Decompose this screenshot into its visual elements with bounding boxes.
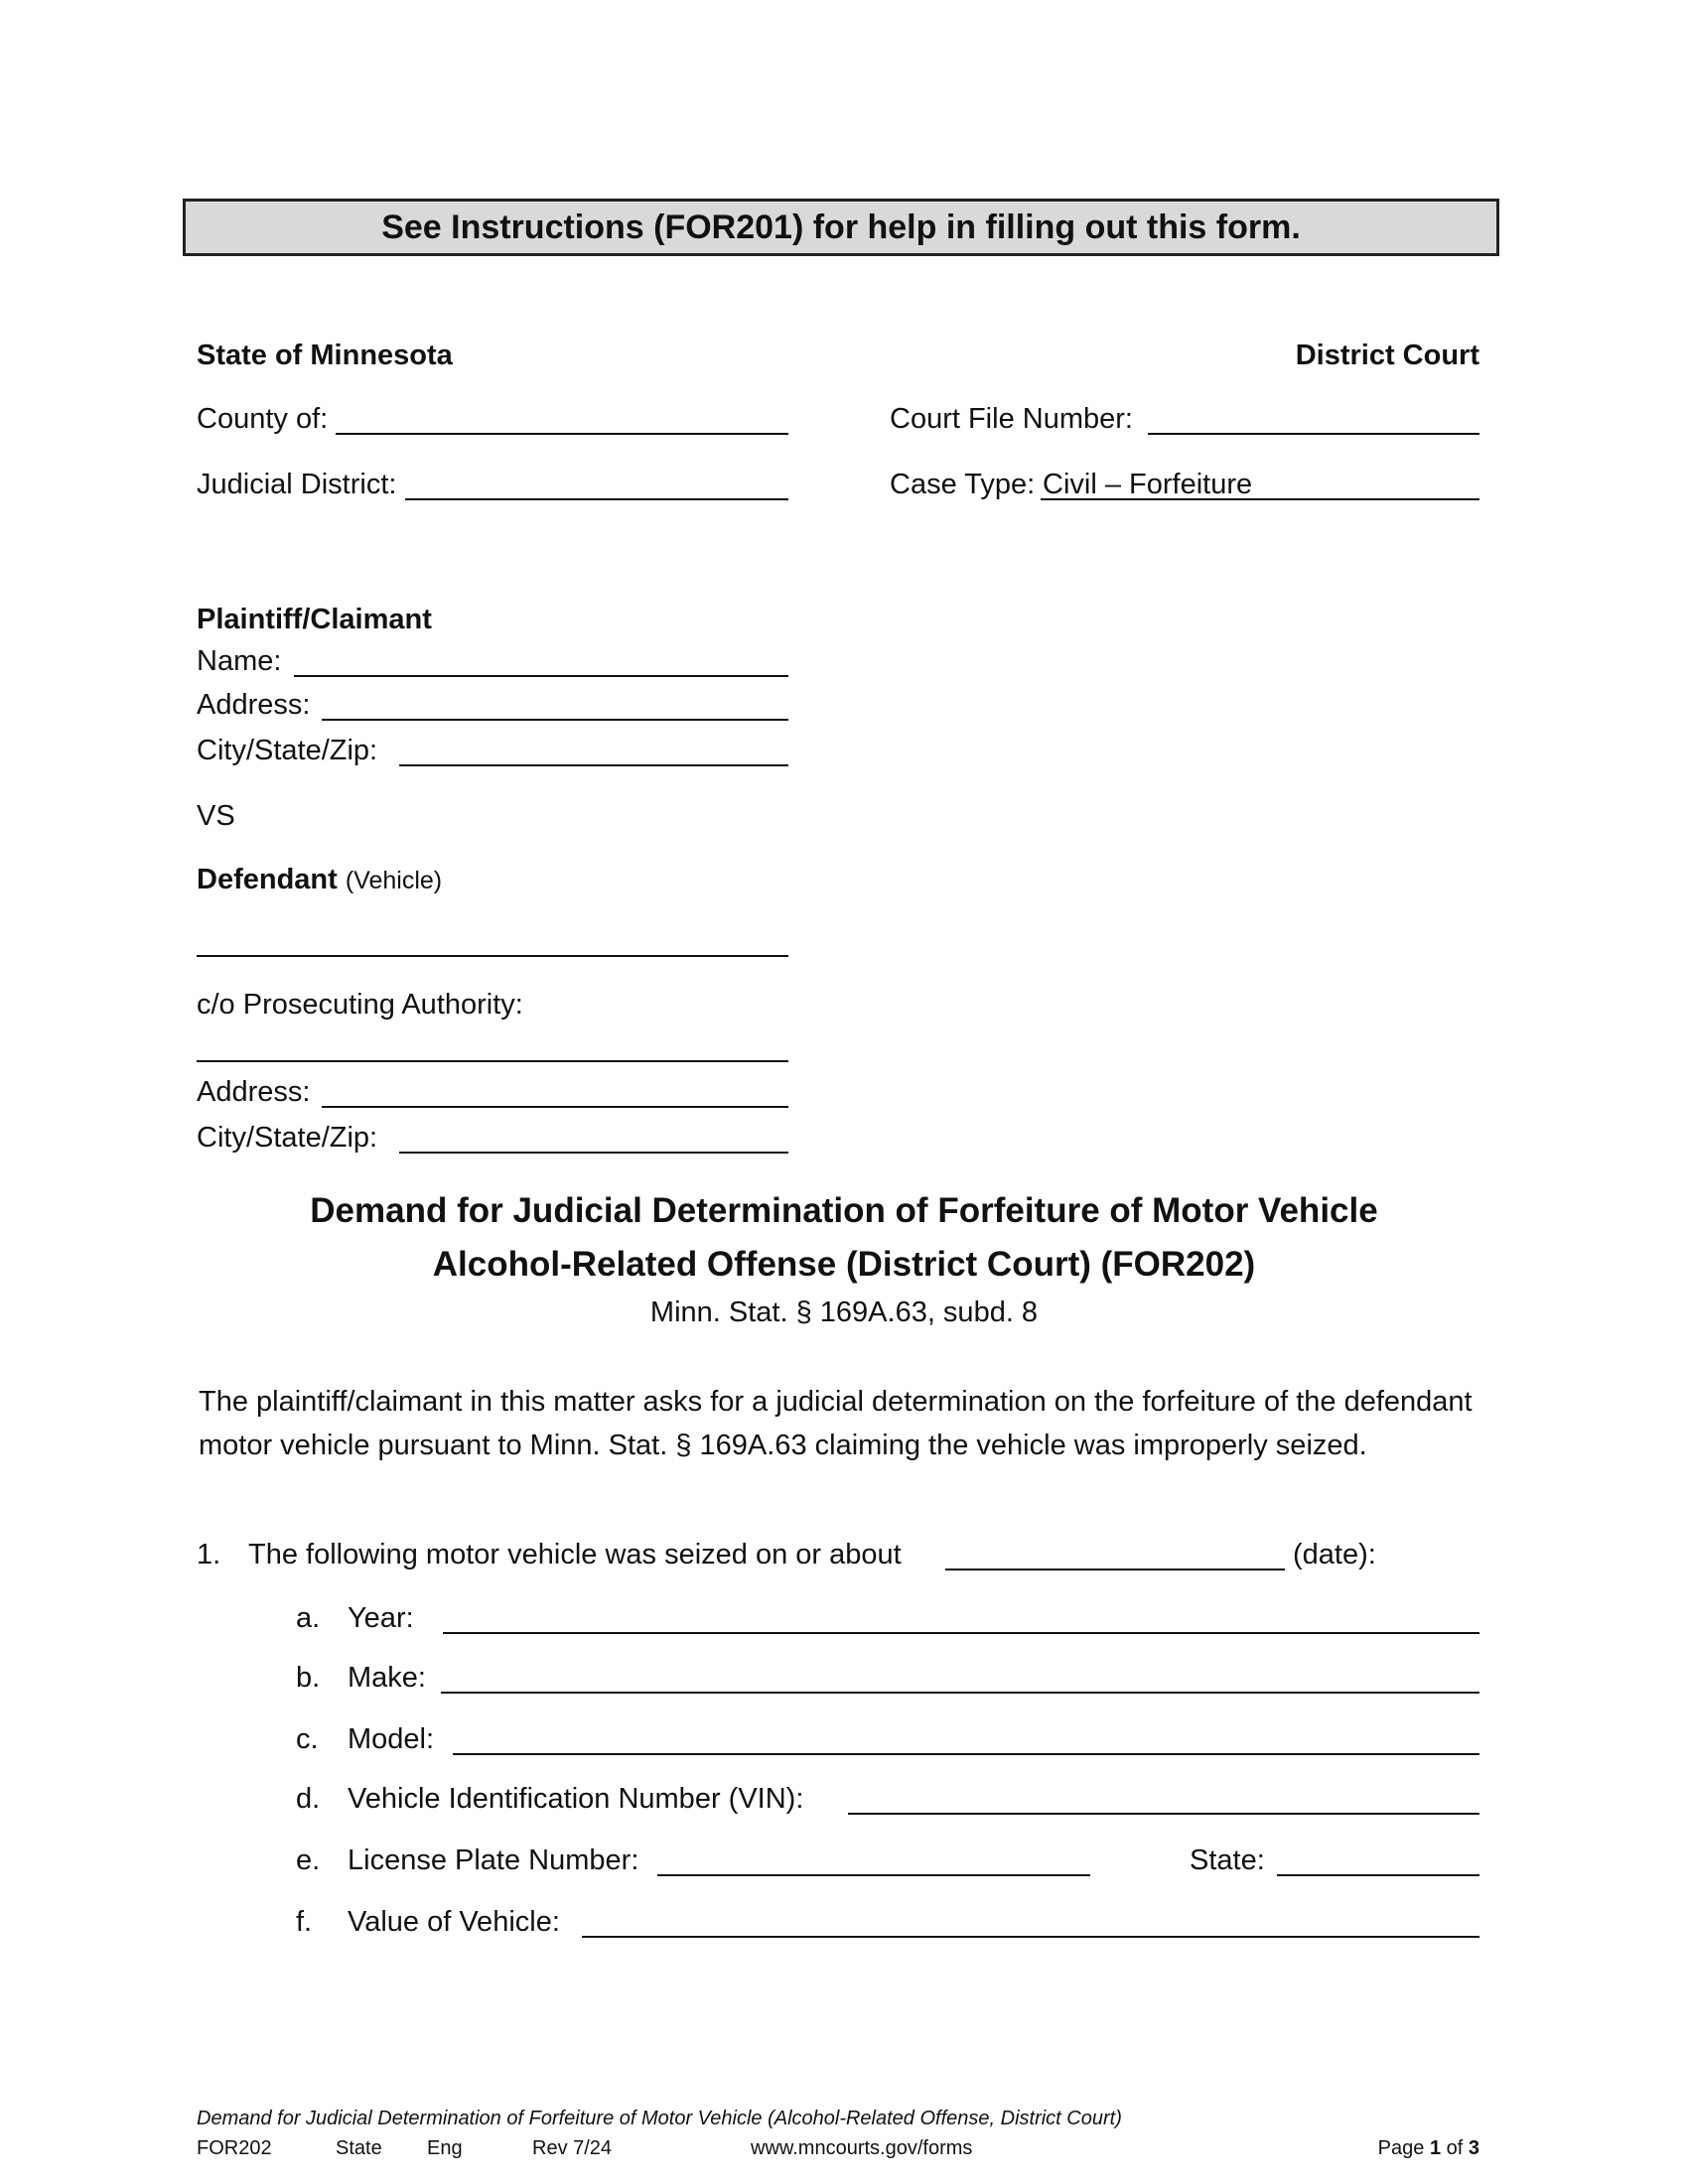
judicial-district-field[interactable] <box>405 498 788 500</box>
prosecuting-authority-label: c/o Prosecuting Authority: <box>197 989 523 1021</box>
vehicle-value-label: Value of Vehicle: <box>348 1906 560 1938</box>
model-label: Model: <box>348 1723 435 1755</box>
plaintiff-name-label: Name: <box>197 645 282 677</box>
page-of: of <box>1446 2137 1464 2159</box>
subitem-letter: c. <box>296 1723 319 1755</box>
defendant-heading-row <box>197 862 442 898</box>
form-statute: Minn. Stat. § 169A.63, subd. 8 <box>649 1297 1039 1328</box>
defendant-vehicle-field[interactable] <box>197 955 788 957</box>
defendant-heading: Defendant <box>197 864 338 895</box>
court-file-number-label: Court File Number: <box>890 403 1133 435</box>
make-label: Make: <box>348 1662 426 1694</box>
defendant-city-label: City/State/Zip: <box>197 1122 378 1154</box>
case-type-label: Case Type: <box>890 469 1036 500</box>
plate-state-field[interactable] <box>1277 1874 1479 1876</box>
year-label: Year: <box>348 1602 414 1634</box>
model-field[interactable] <box>453 1753 1479 1755</box>
subitem-letter: a. <box>296 1602 321 1634</box>
case-type-field[interactable] <box>1041 498 1479 500</box>
make-field[interactable] <box>441 1692 1479 1694</box>
defendant-city-field[interactable] <box>399 1152 788 1154</box>
plaintiff-address-field[interactable] <box>322 719 788 721</box>
plaintiff-address-label: Address: <box>197 689 311 721</box>
license-plate-field[interactable] <box>657 1874 1090 1876</box>
footer-url: www.mncourts.gov/forms <box>751 2137 973 2159</box>
state-label: State of Minnesota <box>197 340 453 371</box>
footer-form-code: FOR202 <box>197 2137 272 2159</box>
instructions-banner: See Instructions (FOR201) for help in filling out this form. <box>183 199 1499 256</box>
court-label: District Court <box>1295 340 1479 371</box>
county-field[interactable] <box>336 433 788 435</box>
intro-paragraph: The plaintiff/claimant in this matter asks for a judicial determination on the forfeiture of the defendant motor vehicle pursuant to Minn. Stat. § 169A.63 claiming the vehicle was improperly seized. <box>199 1386 1473 1461</box>
subitem-letter: f. <box>296 1906 313 1938</box>
vin-field[interactable] <box>848 1813 1479 1815</box>
footer-title: Demand for Judicial Determination of Forfeiture of Motor Vehicle (Alcohol-Related Offense, District Court) <box>197 2108 1122 2129</box>
judicial-district-label: Judicial District: <box>197 469 397 500</box>
court-file-number-field[interactable] <box>1148 433 1479 435</box>
plaintiff-city-label: City/State/Zip: <box>197 735 378 766</box>
plaintiff-name-field[interactable] <box>294 675 788 677</box>
item1-number: 1. <box>197 1539 221 1570</box>
subitem-letter: d. <box>296 1783 321 1815</box>
plaintiff-heading: Plaintiff/Claimant <box>197 604 432 635</box>
license-plate-label: License Plate Number: <box>348 1844 639 1876</box>
form-title-line1: Demand for Judicial Determination of Forfeiture of Motor Vehicle <box>310 1191 1378 1230</box>
page-prefix: Page <box>1377 2137 1425 2159</box>
defendant-address-field[interactable] <box>322 1106 788 1108</box>
footer-language: Eng <box>427 2137 463 2159</box>
subitem-letter: b. <box>296 1662 321 1694</box>
case-type-value: Civil – Forfeiture <box>1043 469 1253 500</box>
subitem-letter: e. <box>296 1844 321 1876</box>
item1-text: The following motor vehicle was seized on or about <box>248 1539 902 1570</box>
year-field[interactable] <box>443 1632 1479 1634</box>
footer-scope: State <box>336 2137 382 2159</box>
prosecuting-authority-field[interactable] <box>197 1060 788 1062</box>
page-total: 3 <box>1468 2137 1479 2159</box>
vehicle-value-field[interactable] <box>582 1936 1479 1938</box>
vs-label: VS <box>197 800 235 832</box>
vin-label: Vehicle Identification Number (VIN): <box>348 1783 804 1815</box>
defendant-address-label: Address: <box>197 1076 311 1108</box>
seizure-date-field[interactable] <box>945 1569 1285 1570</box>
form-title-line2: Alcohol-Related Offense (District Court) (FOR202) <box>432 1245 1256 1284</box>
plate-state-label: State: <box>1190 1844 1265 1876</box>
footer-revision: Rev 7/24 <box>532 2137 613 2159</box>
item1-suffix: (date): <box>1293 1539 1376 1570</box>
defendant-heading-note: (Vehicle) <box>345 867 443 894</box>
page-current: 1 <box>1429 2137 1442 2159</box>
county-label: County of: <box>197 403 329 435</box>
plaintiff-city-field[interactable] <box>399 764 788 766</box>
footer-page-number <box>1291 2136 1479 2160</box>
